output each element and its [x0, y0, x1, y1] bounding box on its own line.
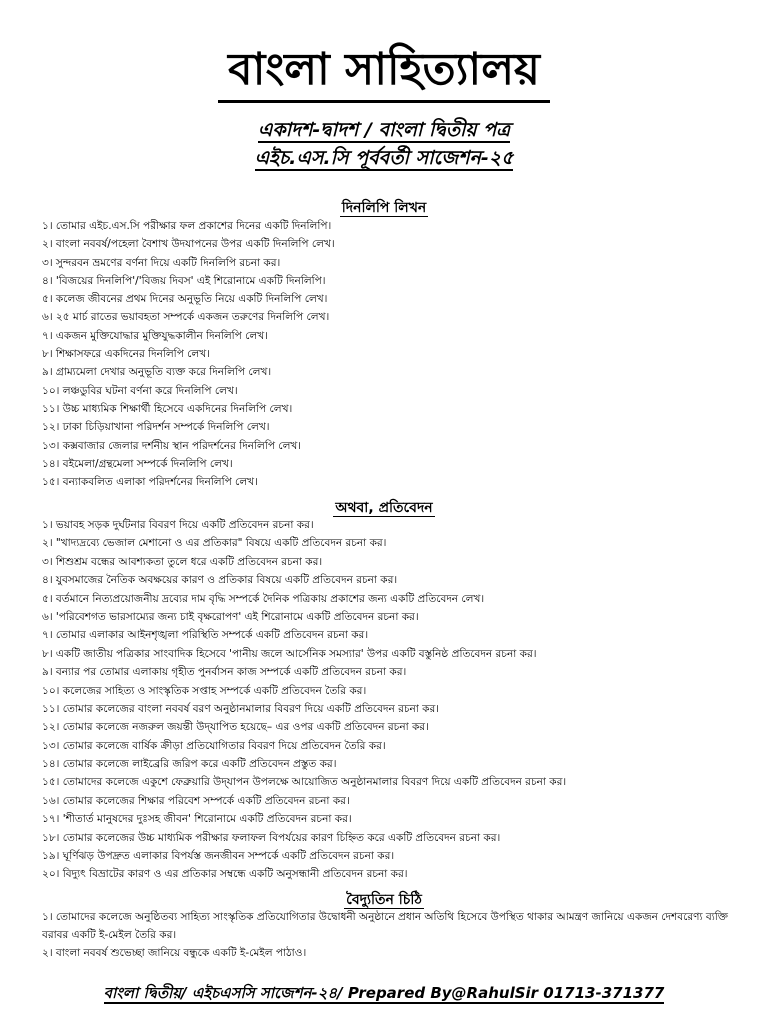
list-item: ১৫। বন্যাকবলিত এলাকা পরিদর্শনের দিনলিপি লেখ। — [42, 476, 258, 489]
list-item: ৩। সুন্দরবন ভ্রমণের বর্ণনা দিয়ে একটি দিনলিপি রচনা কর। — [42, 256, 281, 269]
section-heading-diary-text: দিনলিপি লিখন — [341, 200, 427, 216]
list-item: ১৪। তোমার কলেজে লাইব্রেরি জরিপ করে একটি প্রতিবেদন প্রস্তুত কর। — [42, 758, 337, 771]
list-item: ১৯। ঘূর্ণিঝড় উপদ্রুত এলাকার বিপর্যস্ত জনজীবন সম্পর্কে একটি প্রতিবেদন রচনা কর। — [42, 850, 395, 863]
list-item: ১। তোমার এইচ.এস.সি পরীক্ষার ফল প্রকাশের দিনের একটি দিনলিপি। — [42, 220, 332, 232]
email-list — [42, 908, 742, 962]
list-item: ১১। তোমার কলেজের বাংলা নববর্ষ বরণ অনুষ্ঠানমালার বিবরণ দিয়ে একটি প্রতিবেদন রচনা কর। — [42, 702, 440, 715]
list-item: ২। বাংলা নববর্ষ শুভেচ্ছা জানিয়ে বন্ধুকে একটি ই-মেইল পাঠাও। — [42, 947, 307, 959]
list-item: ১০। কলেজের সাহিত্য ও সাংস্কৃতিক সপ্তাহ সম্পর্কে একটি প্রতিবেদন তৈরি কর। — [42, 684, 367, 697]
diary-list — [42, 217, 742, 491]
page-title-text: বাংলা সাহিত্যালয় — [218, 40, 550, 103]
list-item: ৪। যুবসমাজের নৈতিক অবক্ষয়ের কারণ ও প্রতিকার বিষয়ে একটি প্রতিবেদন রচনা কর। — [42, 574, 398, 587]
footer-text: বাংলা দ্বিতীয়/ এইচএসসি সাজেশন-২৪/ Prepared By@RahulSir 01713-371377 — [103, 984, 665, 1002]
list-item: ৯। বন্যার পর তোমার এলাকায় গৃহীত পুনর্বাসন কাজ সম্পর্কে একটি প্রতিবেদন রচনা কর। — [42, 666, 407, 679]
list-item: ৮। একটি জাতীয় পত্রিকার সাংবাদিক হিসেবে 'পানীয় জলে আর্সেনিক সমস্যার' উপর একটি বস্তুনিষ্ঠ প্রতিবেদন রচনা কর। — [42, 647, 537, 660]
list-item: ১৩। কক্সবাজার জেলার দর্শনীয় স্থান পরিদর্শনের দিনলিপি লেখ। — [42, 439, 302, 452]
list-item: ৬। ২৫ মার্চ রাতের ভয়াবহতা সম্পর্কে একজন তরুণের দিনলিপি লেখ। — [42, 311, 330, 324]
section-heading-report-text: অথবা, প্রতিবেদন — [335, 500, 433, 516]
list-item: ২০। বিদ্যুৎ বিভ্রাটের কারণ ও এর প্রতিকার সম্বন্ধে একটি অনুসন্ধানী প্রতিবেদন রচনা কর। — [42, 868, 408, 881]
section-heading-email-text: বৈদ্যুতিন চিঠি — [346, 892, 422, 908]
report-list — [42, 516, 742, 884]
subtitle-class-text: একাদশ-দ্বাদশ / বাংলা দ্বিতীয় পত্র — [257, 119, 511, 141]
footer — [0, 982, 768, 1007]
list-item: ১। ভয়াবহ সড়ক দুর্ঘটনার বিবরণ দিয়ে একটি প্রতিবেদন রচনা কর। — [42, 519, 314, 531]
list-item: ৭। তোমার এলাকার আইনশৃঙ্খলা পরিস্থিতি সম্পর্কে একটি প্রতিবেদন রচনা কর। — [42, 629, 369, 642]
list-item: ১৫। তোমাদের কলেজে একুশে ফেব্রুয়ারি উদ্‌যাপন উপলক্ষে আয়োজিত অনুষ্ঠানমালার বিবরণ দিয়ে একটি প্রতিবেদন রচনা কর। — [42, 776, 567, 789]
list-item: ১০। লঞ্চডুবির ঘটনা বর্ণনা করে দিনলিপি লেখ। — [42, 384, 238, 397]
subtitle-suggestion — [0, 144, 768, 176]
list-item: ১৮। তোমার কলেজের উচ্চ মাধ্যমিক পরীক্ষার ফলাফল বিপর্যয়ের কারণ চিহ্নিত করে একটি প্রতিবেদন রচনা কর। — [42, 831, 501, 844]
list-item: ৫। বর্তমানে নিত্যপ্রয়োজনীয় দ্রব্যের দাম বৃদ্ধি সম্পর্কে দৈনিক পত্রিকায় প্রকাশের জন্য একটি প্রতিবেদন লেখ। — [42, 592, 485, 605]
list-item: ১৪। বইমেলা/গ্রন্থমেলা সম্পর্কে দিনলিপি লেখ। — [42, 457, 233, 470]
list-item: ৫। কলেজ জীবনের প্রথম দিনের অনুভূতি নিয়ে একটি দিনলিপি লেখ। — [42, 293, 328, 306]
list-item: ১২। ঢাকা চিড়িয়াখানা পরিদর্শন সম্পর্কে দিনলিপি লেখ। — [42, 421, 270, 434]
subtitle-suggestion-text: এইচ.এস.সি পূর্ববর্তী সাজেশন-২৫ — [254, 147, 514, 169]
list-item: ২। বাংলা নববর্ষ/পহেলা বৈশাখ উদযাপনের উপর একটি দিনলিপি লেখ। — [42, 238, 335, 251]
list-item: ১। তোমাদের কলেজে অনুষ্ঠিতব্য সাহিত্য সাংস্কৃতিক প্রতিযোগিতার উদ্বোধনী অনুষ্ঠানে প্রধান অতিথি হিসেবে উপস্থিত থাকার আমন্ত্রণ জানিয়ে একজন দেশবরেণ্য ব্যক্তি বরাবর একটি ই-মেইল তৈরি কর। — [42, 911, 728, 941]
list-item: ৭। একজন মুক্তিযোদ্ধার মুক্তিযুদ্ধকালীন দিনলিপি লেখ। — [42, 329, 268, 342]
list-item: ১১। উচ্চ মাধ্যমিক শিক্ষার্থী হিসেবে একদিনের দিনলিপি লেখ। — [42, 402, 293, 415]
list-item: ৬। 'পরিবেশগত ভারসাম্যের জন্য চাই বৃক্ষরোপণ' এই শিরোনামে একটি প্রতিবেদন রচনা কর। — [42, 610, 419, 623]
list-item: ৩। শিশুশ্রম বন্ধের আবশ্যকতা তুলে ধরে একটি প্রতিবেদন রচনা কর। — [42, 555, 323, 568]
list-item: ৯। গ্রাম্যমেলা দেখার অনুভূতি ব্যক্ত করে দিনলিপি লেখ। — [42, 366, 272, 379]
list-item: ১২। তোমার কলেজে নজরুল জয়ন্তী উদ্‌যাপিত হয়েছে– এর ওপর একটি প্রতিবেদন রচনা কর। — [42, 721, 429, 734]
list-item: ১৩। তোমার কলেজে বার্ষিক ক্রীড়া প্রতিযোগিতার বিবরণ দিয়ে প্রতিবেদন তৈরি কর। — [42, 739, 386, 752]
list-item: ১৭। 'শীতার্ত মানুষদের দুঃসহ জীবন' শিরোনামে একটি প্রতিবেদন রচনা কর। — [42, 813, 352, 826]
list-item: ১৬। তোমার কলেজের শিক্ষার পরিবেশ সম্পর্কে একটি প্রতিবেদন রচনা কর। — [42, 794, 350, 807]
list-item: ৪। 'বিজয়ের দিনলিপি'/'বিজয় দিবস' এই শিরোনামে একটি দিনলিপি। — [42, 274, 326, 287]
page-title — [0, 40, 768, 103]
list-item: ৮। শিক্ষাসফরে একদিনের দিনলিপি লেখ। — [42, 348, 210, 361]
list-item: ২। "খাদ্যদ্রব্যে ভেজাল মেশানো ও এর প্রতিকার" বিষয়ে একটি প্রতিবেদন রচনা কর। — [42, 537, 387, 550]
